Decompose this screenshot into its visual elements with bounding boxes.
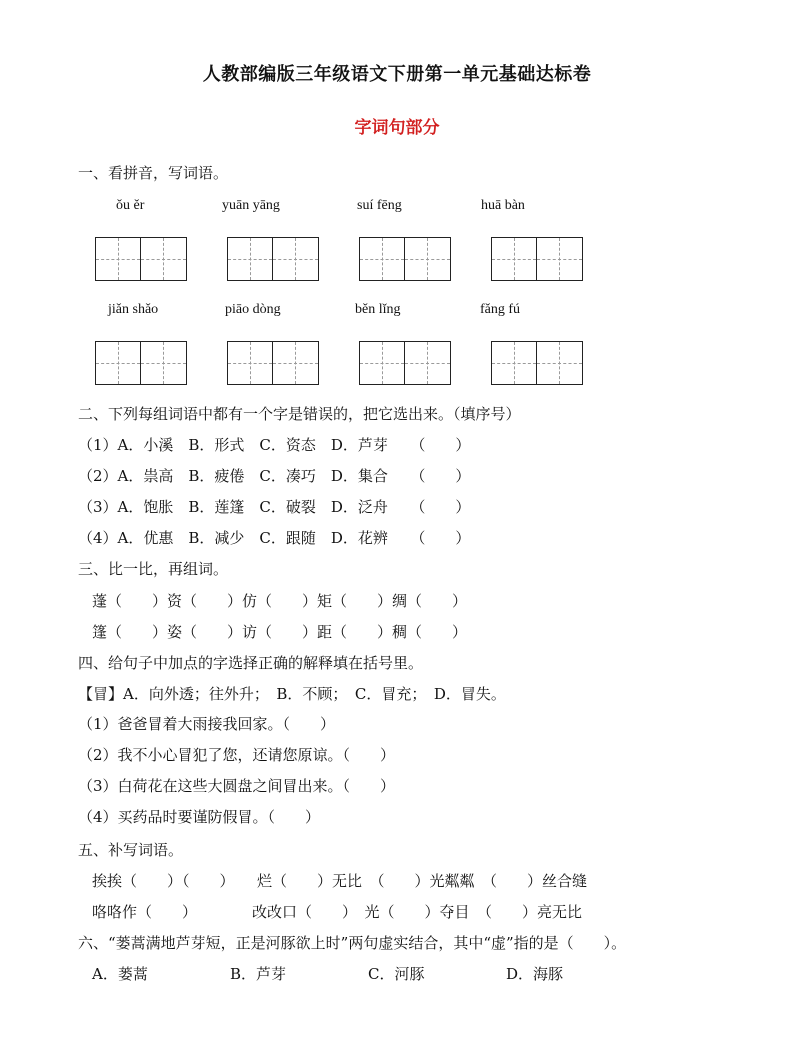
writing-grid[interactable]	[491, 341, 583, 385]
fill-row: 改改口（ ） 光（ ）夺目 （ ）亮无比	[252, 903, 583, 921]
pinyin-label: jiǎn shǎo	[108, 302, 159, 317]
pinyin-label: piāo dòng	[225, 302, 281, 317]
answer-option: C．河豚	[368, 965, 425, 983]
writing-grid[interactable]	[491, 237, 583, 281]
definition-options: 【冒】A．向外透；往外升； B．不顾； C．冒充； D．冒失。	[78, 685, 506, 703]
page-title: 人教部编版三年级语文下册第一单元基础达标卷	[202, 64, 592, 85]
writing-grid[interactable]	[359, 341, 451, 385]
compare-row: 蓬（ ）资（ ）仿（ ）矩（ ）绸（ ）	[92, 592, 468, 610]
question-row: （3）A．饱胀 B．莲篷 C．破裂 D．泛舟 （ ）	[78, 498, 471, 516]
section-5-heading: 五、补写词语。	[78, 841, 184, 859]
writing-grid[interactable]	[95, 237, 187, 281]
question-row: （1）爸爸冒着大雨接我回家。（ ）	[78, 715, 336, 733]
question-row: （4）买药品时要谨防假冒。（ ）	[78, 808, 321, 826]
fill-row: 挨挨（ ）（ ） 烂（ ）无比 （ ）光粼粼 （ ）丝合缝	[92, 872, 588, 890]
pinyin-label: běn lǐng	[355, 302, 401, 317]
section-2-heading: 二、下列每组词语中都有一个字是错误的，把它选出来。（填序号）	[78, 405, 521, 423]
pinyin-label: yuān yāng	[222, 198, 280, 213]
pinyin-label: huā bàn	[481, 198, 525, 213]
pinyin-label: ǒu ěr	[116, 198, 145, 213]
answer-option: B．芦芽	[230, 965, 287, 983]
answer-option: A．蒌蒿	[92, 965, 148, 983]
writing-grid[interactable]	[227, 237, 319, 281]
question-row: （2）我不小心冒犯了您，还请您原谅。（ ）	[78, 746, 396, 764]
answer-option: D．海豚	[506, 965, 564, 983]
question-row: （2）A．祟高 B．疲倦 C．凑巧 D．集合 （ ）	[78, 467, 471, 485]
writing-grid[interactable]	[227, 341, 319, 385]
pinyin-label: fǎng fú	[480, 302, 521, 317]
section-4-heading: 四、给句子中加点的字选择正确的解释填在括号里。	[78, 654, 424, 672]
writing-grid[interactable]	[359, 237, 451, 281]
section-3-heading: 三、比一比，再组词。	[78, 560, 229, 578]
pinyin-label: suí fēng	[357, 198, 402, 213]
question-row: （4）A．优惠 B．减少 C．跟随 D．花辨 （ ）	[78, 529, 471, 547]
compare-row: 篷（ ）姿（ ）访（ ）距（ ）稠（ ）	[92, 623, 468, 641]
writing-grid[interactable]	[95, 341, 187, 385]
fill-row: 咯咯作（ ）	[92, 903, 198, 921]
section-1-heading: 一、看拼音，写词语。	[78, 164, 229, 182]
section-6-question: 六、“蒌蒿满地芦芽短，正是河豚欲上时”两句虚实结合，其中“虚”指的是（ ）。	[78, 934, 627, 952]
question-row: （1）A．小溪 B．形式 C．资态 D．芦芽 （ ）	[78, 436, 471, 454]
question-row: （3）白荷花在这些大圆盘之间冒出来。（ ）	[78, 777, 396, 795]
page-subtitle: 字词句部分	[354, 118, 440, 138]
